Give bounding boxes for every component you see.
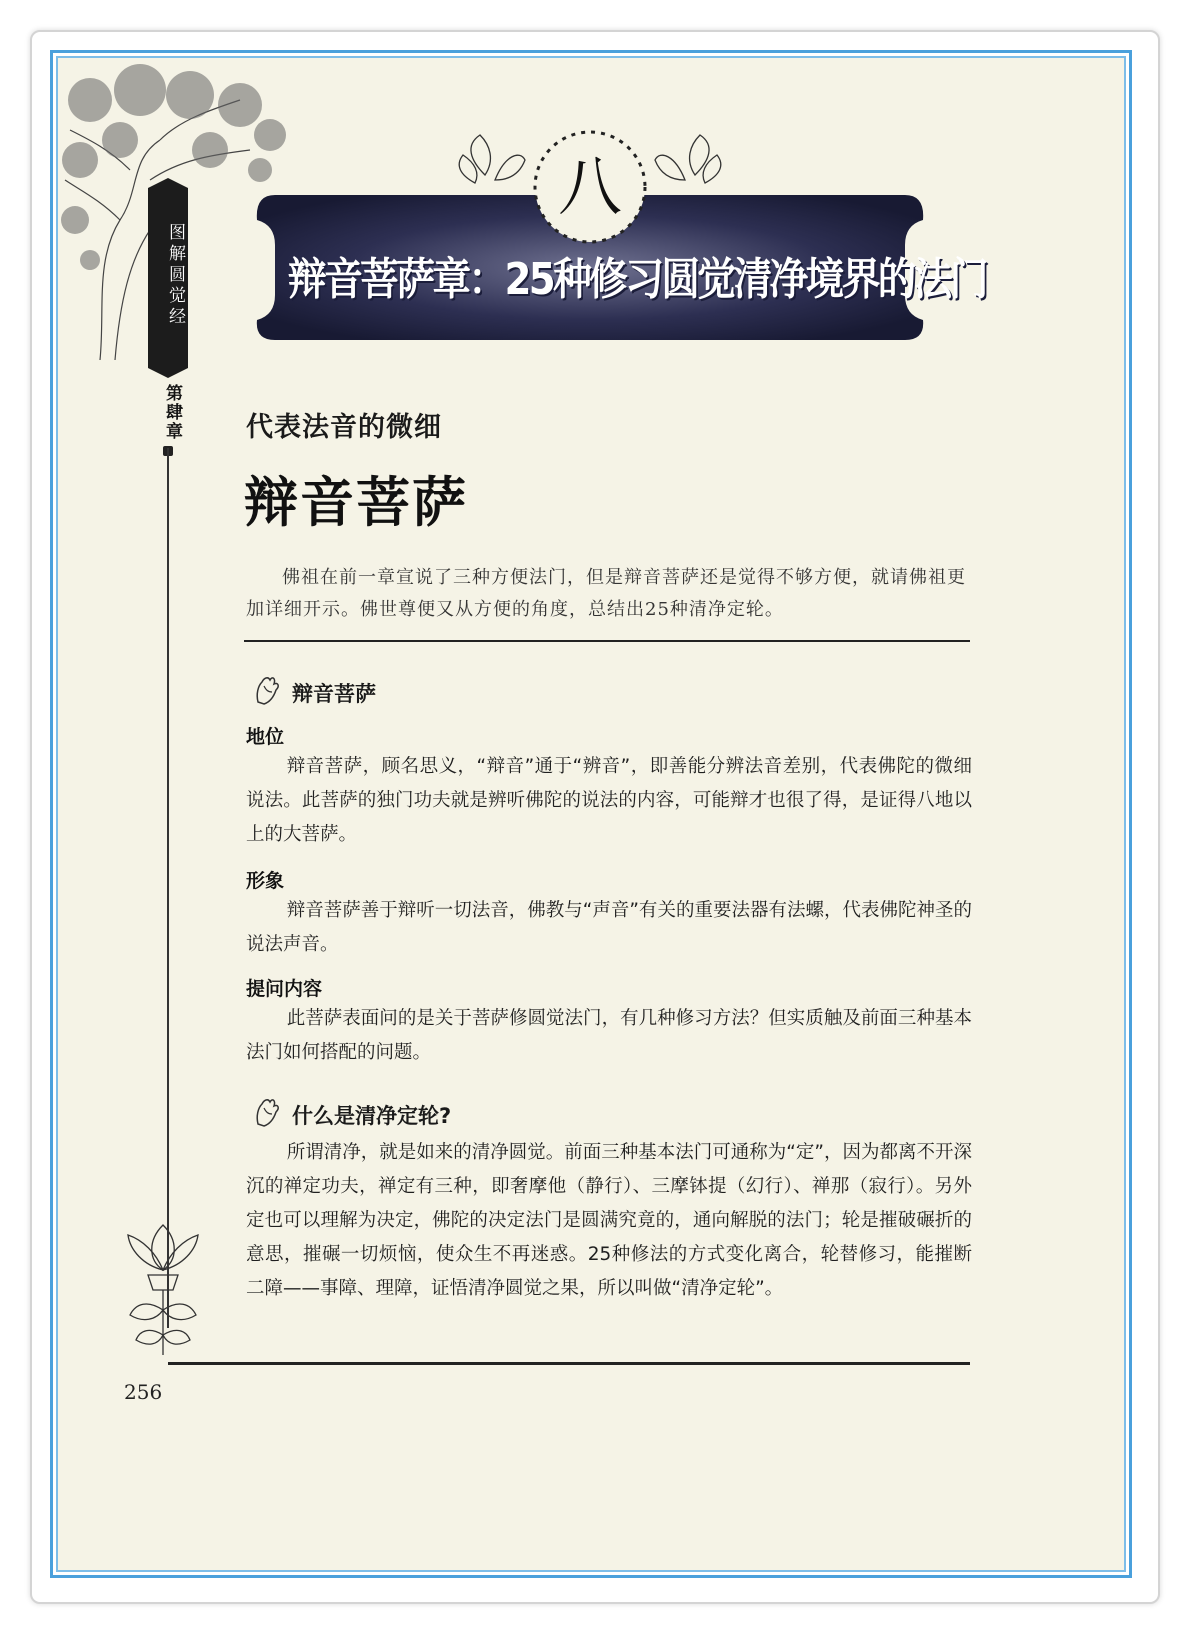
hand-mudra-icon <box>252 672 284 708</box>
book-title-tab: 图解圆觉经 <box>165 222 185 328</box>
intro-divider <box>244 640 970 642</box>
hand-mudra-icon <box>252 1094 284 1130</box>
section-heading-text: 辩音菩萨 <box>292 682 376 706</box>
image-label: 形象 <box>246 870 285 892</box>
bottom-divider <box>168 1362 970 1365</box>
dinglun-paragraph: 所谓清净，就是如来的清净圆觉。前面三种基本法门可通称为“定”，因为都离不开深沉的禅定功夫，禅定有三种，即奢摩他（静行）、三摩钵提（幻行）、禅那（寂行）。另外定也可以理解为决定，佛陀的决定法门是圆满究竟的，通向解脱的法门；轮是摧破碾折的意思，摧碾一切烦恼，使众生不再迷惑。25种修法的方式变化离合，轮替修习，能摧断二障——事障、理障，证悟清净圆觉之果，所以叫做“清净定轮”。 <box>246 1142 972 1299</box>
question-label: 提问内容 <box>246 978 323 1000</box>
image-paragraph: 辩音菩萨善于辩听一切法音，佛教与“声音”有关的重要法器有法螺，代表佛陀神圣的说法声音。 <box>246 900 972 955</box>
position-label: 地位 <box>246 726 285 748</box>
position-paragraph: 辩音菩萨，顾名思义，“辩音”通于“辨音”，即善能分辨法音差别，代表佛陀的微细说法。此菩萨的独门功夫就是辨听佛陀的说法的内容，可能辩才也很了得，是证得八地以上的大菩萨。 <box>246 756 972 845</box>
chapter-number: 八 <box>558 151 622 225</box>
intro-paragraph: 佛祖在前一章宣说了三种方便法门，但是辩音菩萨还是觉得不够方便，就请佛祖更加详细开示。佛世尊便又从方便的角度，总结出25种清净定轮。 <box>246 567 966 620</box>
page-number: 256 <box>124 1380 163 1404</box>
page-main-title: 辩音菩萨 <box>244 470 468 534</box>
question-paragraph: 此菩萨表面问的是关于菩萨修圆觉法门，有几种修习方法？但实质触及前面三种基本法门如何搭配的问题。 <box>246 1008 972 1063</box>
chapter-title: 辩音菩萨章：25种修习圆觉清净境界的法门 <box>288 254 987 305</box>
side-vertical-rule <box>167 448 169 1328</box>
lotus-ornament-icon <box>118 1215 208 1355</box>
section-subtitle: 代表法音的微细 <box>246 412 442 443</box>
section-heading-text: 什么是清净定轮? <box>292 1104 452 1128</box>
chapter-label: 第肆章 <box>162 384 182 441</box>
